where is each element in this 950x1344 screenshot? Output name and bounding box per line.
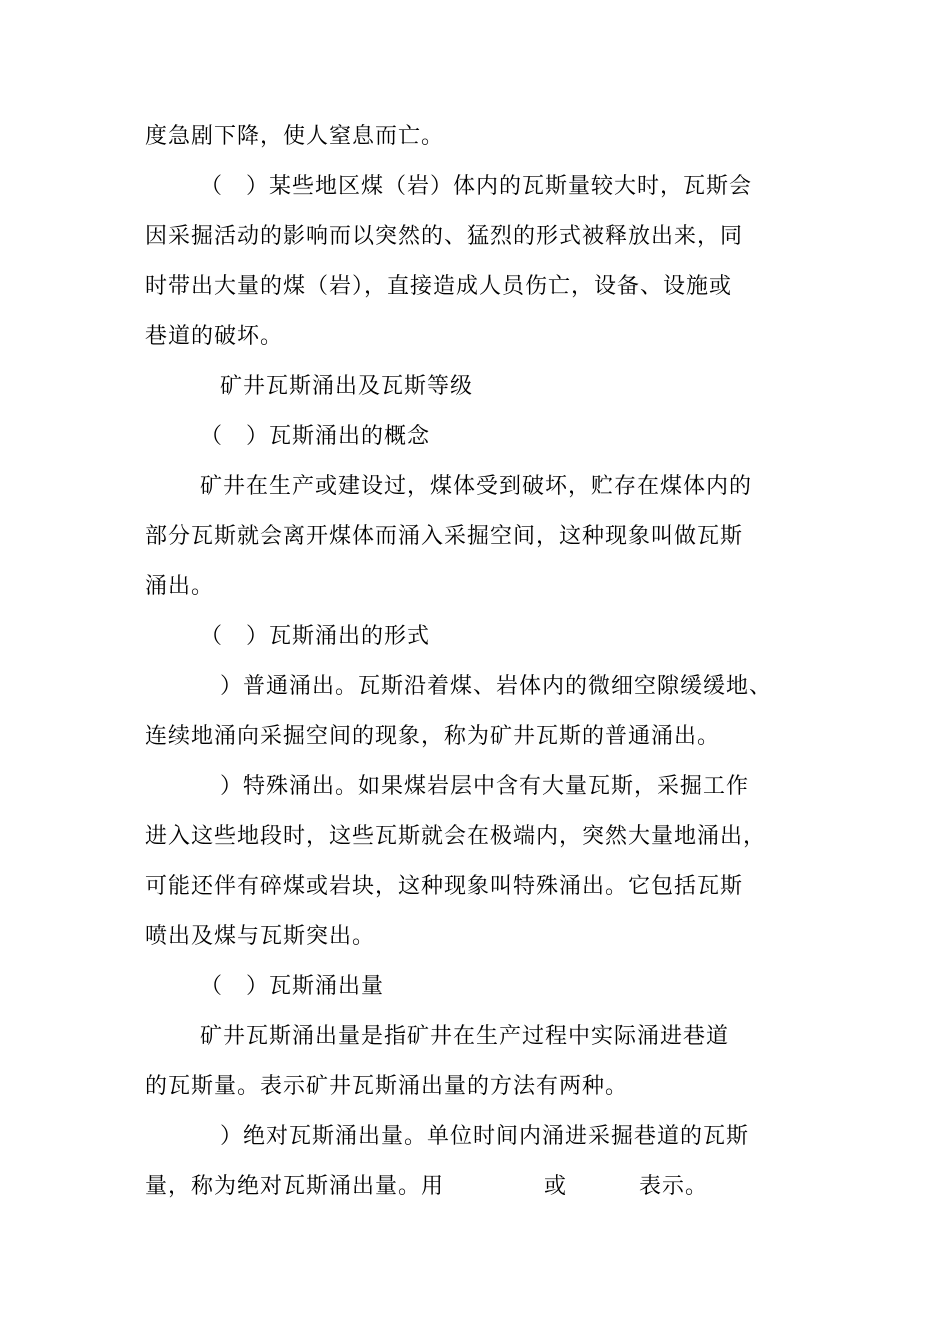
- text-line: 时带出大量的煤（岩），直接造成人员伤亡，设备、设施或: [145, 274, 733, 299]
- text-line: 涌出。: [145, 574, 215, 599]
- subsection-heading: （ ）瓦斯涌出量: [200, 974, 385, 999]
- text-line: 连续地涌向采掘空间的现象，称为矿井瓦斯的普通涌出。: [145, 724, 721, 749]
- text-line: 矿井在生产或建设过，煤体受到破坏，贮存在煤体内的: [200, 474, 753, 499]
- text-line: 部分瓦斯就会离开煤体而涌入采掘空间，这种现象叫做瓦斯: [145, 524, 744, 549]
- final-line-part-3: 表示。: [639, 1174, 709, 1199]
- document-body: [145, 112, 810, 1212]
- final-line-part-2: 或: [544, 1174, 568, 1199]
- text-line: 喷出及煤与瓦斯突出。: [145, 924, 376, 949]
- text-line: （ ）某些地区煤（岩）体内的瓦斯量较大时，瓦斯会: [200, 174, 753, 199]
- text-line-final: [145, 1162, 810, 1212]
- text-line: 可能还伴有碎煤或岩块，这种现象叫特殊涌出。它包括瓦斯: [145, 874, 744, 899]
- text-line: 度急剧下降，使人窒息而亡。: [145, 124, 445, 149]
- text-line: ）特殊涌出。如果煤岩层中含有大量瓦斯，采掘工作: [220, 774, 750, 799]
- section-heading: 矿井瓦斯涌出及瓦斯等级: [220, 374, 474, 399]
- text-line: 矿井瓦斯涌出量是指矿井在生产过程中实际涌进巷道: [200, 1024, 730, 1049]
- text-line: 的瓦斯量。表示矿井瓦斯涌出量的方法有两种。: [145, 1074, 629, 1099]
- text-line: ）绝对瓦斯涌出量。单位时间内涌进采掘巷道的瓦斯: [220, 1124, 750, 1149]
- final-line-part-1: 量，称为绝对瓦斯涌出量。用: [145, 1174, 445, 1199]
- subsection-heading: （ ）瓦斯涌出的概念: [200, 424, 431, 449]
- text-line: 因采掘活动的影响而以突然的、猛烈的形式被释放出来，同: [145, 224, 744, 249]
- text-line: 巷道的破坏。: [145, 324, 284, 349]
- text-line: ）普通涌出。瓦斯沿着煤、岩体内的微细空隙缓缓地、: [220, 674, 773, 699]
- subsection-heading: （ ）瓦斯涌出的形式: [200, 624, 431, 649]
- text-line: 进入这些地段时，这些瓦斯就会在极端内，突然大量地涌出，: [145, 824, 767, 849]
